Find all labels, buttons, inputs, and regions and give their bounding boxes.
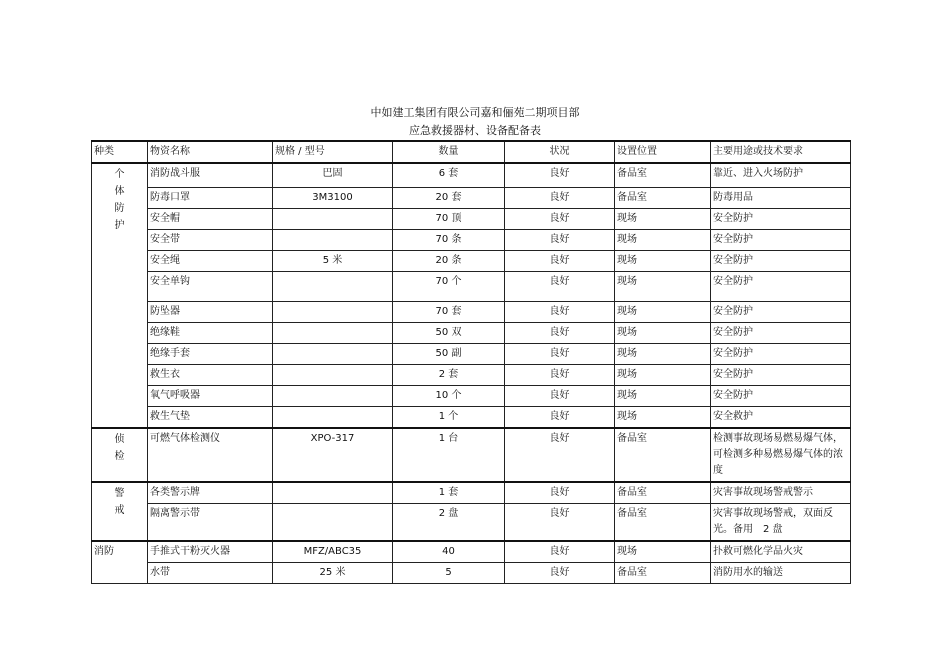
- cell-location: 备品室: [615, 187, 711, 208]
- cell-use: 安全防护: [711, 208, 851, 229]
- cell-status: 良好: [505, 541, 615, 563]
- cell-status: 良好: [505, 271, 615, 301]
- cell-location: 备品室: [615, 163, 711, 187]
- cell-use: 安全防护: [711, 322, 851, 343]
- header-qty: 数量: [393, 141, 505, 163]
- table-row: [92, 364, 851, 385]
- table-row: [92, 229, 851, 250]
- header-status: 状况: [505, 141, 615, 163]
- cell-use: 安全防护: [711, 250, 851, 271]
- cell-name: 救生衣: [148, 364, 273, 385]
- cell-spec: [273, 343, 393, 364]
- cell-qty: 70 套: [393, 301, 505, 322]
- cell-status: 良好: [505, 322, 615, 343]
- cell-name: 绝缘手套: [148, 343, 273, 364]
- table-row: [92, 271, 851, 301]
- table-row: [92, 343, 851, 364]
- cell-use: 扑救可燃化学品火灾: [711, 541, 851, 563]
- cell-spec: MFZ/ABC35: [273, 541, 393, 563]
- document-subtitle: 应急救援器材、设备配备表: [409, 124, 541, 137]
- cell-use: 安全救护: [711, 406, 851, 428]
- table-row: [92, 562, 851, 583]
- cell-status: 良好: [505, 406, 615, 428]
- cell-use: 灾害事故现场警戒警示: [711, 482, 851, 504]
- cell-name: 可燃气体检测仪: [148, 428, 273, 482]
- cell-spec: [273, 208, 393, 229]
- cell-name: 救生气垫: [148, 406, 273, 428]
- cell-status: 良好: [505, 385, 615, 406]
- cell-spec: [273, 406, 393, 428]
- cell-qty: 20 条: [393, 250, 505, 271]
- equipment-table: [91, 140, 851, 584]
- table-row: [92, 187, 851, 208]
- cell-use: 安全防护: [711, 229, 851, 250]
- cell-name: 防毒口罩: [148, 187, 273, 208]
- cell-status: 良好: [505, 163, 615, 187]
- document-title: 中如建工集团有限公司嘉和俪苑二期项目部: [370, 106, 580, 119]
- cell-status: 良好: [505, 229, 615, 250]
- cell-name: 各类警示牌: [148, 482, 273, 504]
- cell-qty: 70 顶: [393, 208, 505, 229]
- cell-spec: [273, 229, 393, 250]
- cell-status: 良好: [505, 482, 615, 504]
- cell-spec: 25 米: [273, 562, 393, 583]
- cell-status: 良好: [505, 503, 615, 541]
- cell-status: 良好: [505, 562, 615, 583]
- cell-spec: 3M3100: [273, 187, 393, 208]
- cell-qty: 50 副: [393, 343, 505, 364]
- cell-location: 备品室: [615, 503, 711, 541]
- cell-qty: 1 个: [393, 406, 505, 428]
- cell-spec: [273, 322, 393, 343]
- cell-location: 现场: [615, 271, 711, 301]
- cell-qty: 6 套: [393, 163, 505, 187]
- cell-spec: [273, 271, 393, 301]
- cell-status: 良好: [505, 343, 615, 364]
- cell-use: 安全防护: [711, 364, 851, 385]
- cell-qty: 2 套: [393, 364, 505, 385]
- cell-qty: 20 套: [393, 187, 505, 208]
- header-location: 设置位置: [615, 141, 711, 163]
- cell-spec: [273, 364, 393, 385]
- cell-use: 安全防护: [711, 271, 851, 301]
- cell-name: 安全单钩: [148, 271, 273, 301]
- cell-location: 现场: [615, 229, 711, 250]
- cell-status: 良好: [505, 187, 615, 208]
- table-row: [92, 482, 851, 504]
- cell-status: 良好: [505, 301, 615, 322]
- table-row: [92, 541, 851, 563]
- cell-name: 氧气呼吸器: [148, 385, 273, 406]
- cell-location: 现场: [615, 301, 711, 322]
- cell-qty: 1 套: [393, 482, 505, 504]
- cell-location: 现场: [615, 364, 711, 385]
- cell-qty: 50 双: [393, 322, 505, 343]
- header-name: 物资名称: [148, 141, 273, 163]
- cell-use: 防毒用品: [711, 187, 851, 208]
- cell-location: 现场: [615, 250, 711, 271]
- cell-qty: 1 台: [393, 428, 505, 482]
- cell-qty: 5: [393, 562, 505, 583]
- cell-use: 检测事故现场易燃易爆气体，可检测多种易燃易爆气体的浓度: [711, 428, 851, 482]
- cell-name: 绝缘鞋: [148, 322, 273, 343]
- cell-location: 现场: [615, 541, 711, 563]
- cell-use: 安全防护: [711, 385, 851, 406]
- cell-location: 现场: [615, 406, 711, 428]
- cell-status: 良好: [505, 364, 615, 385]
- cell-location: 现场: [615, 385, 711, 406]
- header-spec: 规格 / 型号: [273, 141, 393, 163]
- cell-use: 灾害事故现场警戒，双面反光。备用 2 盘: [711, 503, 851, 541]
- cell-name: 水带: [148, 562, 273, 583]
- cell-name: 手推式干粉灭火器: [148, 541, 273, 563]
- cell-use: 消防用水的输送: [711, 562, 851, 583]
- cell-name: 隔离警示带: [148, 503, 273, 541]
- cell-location: 现场: [615, 322, 711, 343]
- table-row: [92, 503, 851, 541]
- header-use: 主要用途或技术要求: [711, 141, 851, 163]
- cell-qty: 10 个: [393, 385, 505, 406]
- cell-use: 安全防护: [711, 343, 851, 364]
- table-row: [92, 301, 851, 322]
- table-row: [92, 406, 851, 428]
- cell-name: 消防战斗服: [148, 163, 273, 187]
- cell-name: 防坠器: [148, 301, 273, 322]
- cell-name: 安全绳: [148, 250, 273, 271]
- cell-spec: XPO-317: [273, 428, 393, 482]
- cell-location: 备品室: [615, 428, 711, 482]
- table-row: [92, 208, 851, 229]
- category-firefighting: 消防: [92, 541, 148, 584]
- cell-name: 安全带: [148, 229, 273, 250]
- cell-status: 良好: [505, 428, 615, 482]
- cell-qty: 70 个: [393, 271, 505, 301]
- cell-location: 备品室: [615, 482, 711, 504]
- cell-spec: 5 米: [273, 250, 393, 271]
- table-row: [92, 385, 851, 406]
- header-category: 种类: [92, 141, 148, 163]
- cell-spec: [273, 503, 393, 541]
- cell-qty: 2 盘: [393, 503, 505, 541]
- cell-location: 现场: [615, 208, 711, 229]
- table-header-row: [92, 141, 851, 163]
- cell-location: 现场: [615, 343, 711, 364]
- cell-qty: 40: [393, 541, 505, 563]
- cell-status: 良好: [505, 250, 615, 271]
- cell-use: 靠近、进入火场防护: [711, 163, 851, 187]
- cell-status: 良好: [505, 208, 615, 229]
- table-row: [92, 163, 851, 187]
- table-row: [92, 250, 851, 271]
- category-warning: 警 戒: [92, 482, 148, 541]
- cell-spec: [273, 301, 393, 322]
- table-row: [92, 322, 851, 343]
- cell-qty: 70 条: [393, 229, 505, 250]
- table-row: [92, 428, 851, 482]
- category-personal-protection: 个 体 防 护: [92, 163, 148, 428]
- cell-name: 安全帽: [148, 208, 273, 229]
- category-detection: 侦 检: [92, 428, 148, 482]
- cell-spec: [273, 482, 393, 504]
- cell-location: 备品室: [615, 562, 711, 583]
- cell-use: 安全防护: [711, 301, 851, 322]
- cell-spec: [273, 385, 393, 406]
- cell-spec: 巴固: [273, 163, 393, 187]
